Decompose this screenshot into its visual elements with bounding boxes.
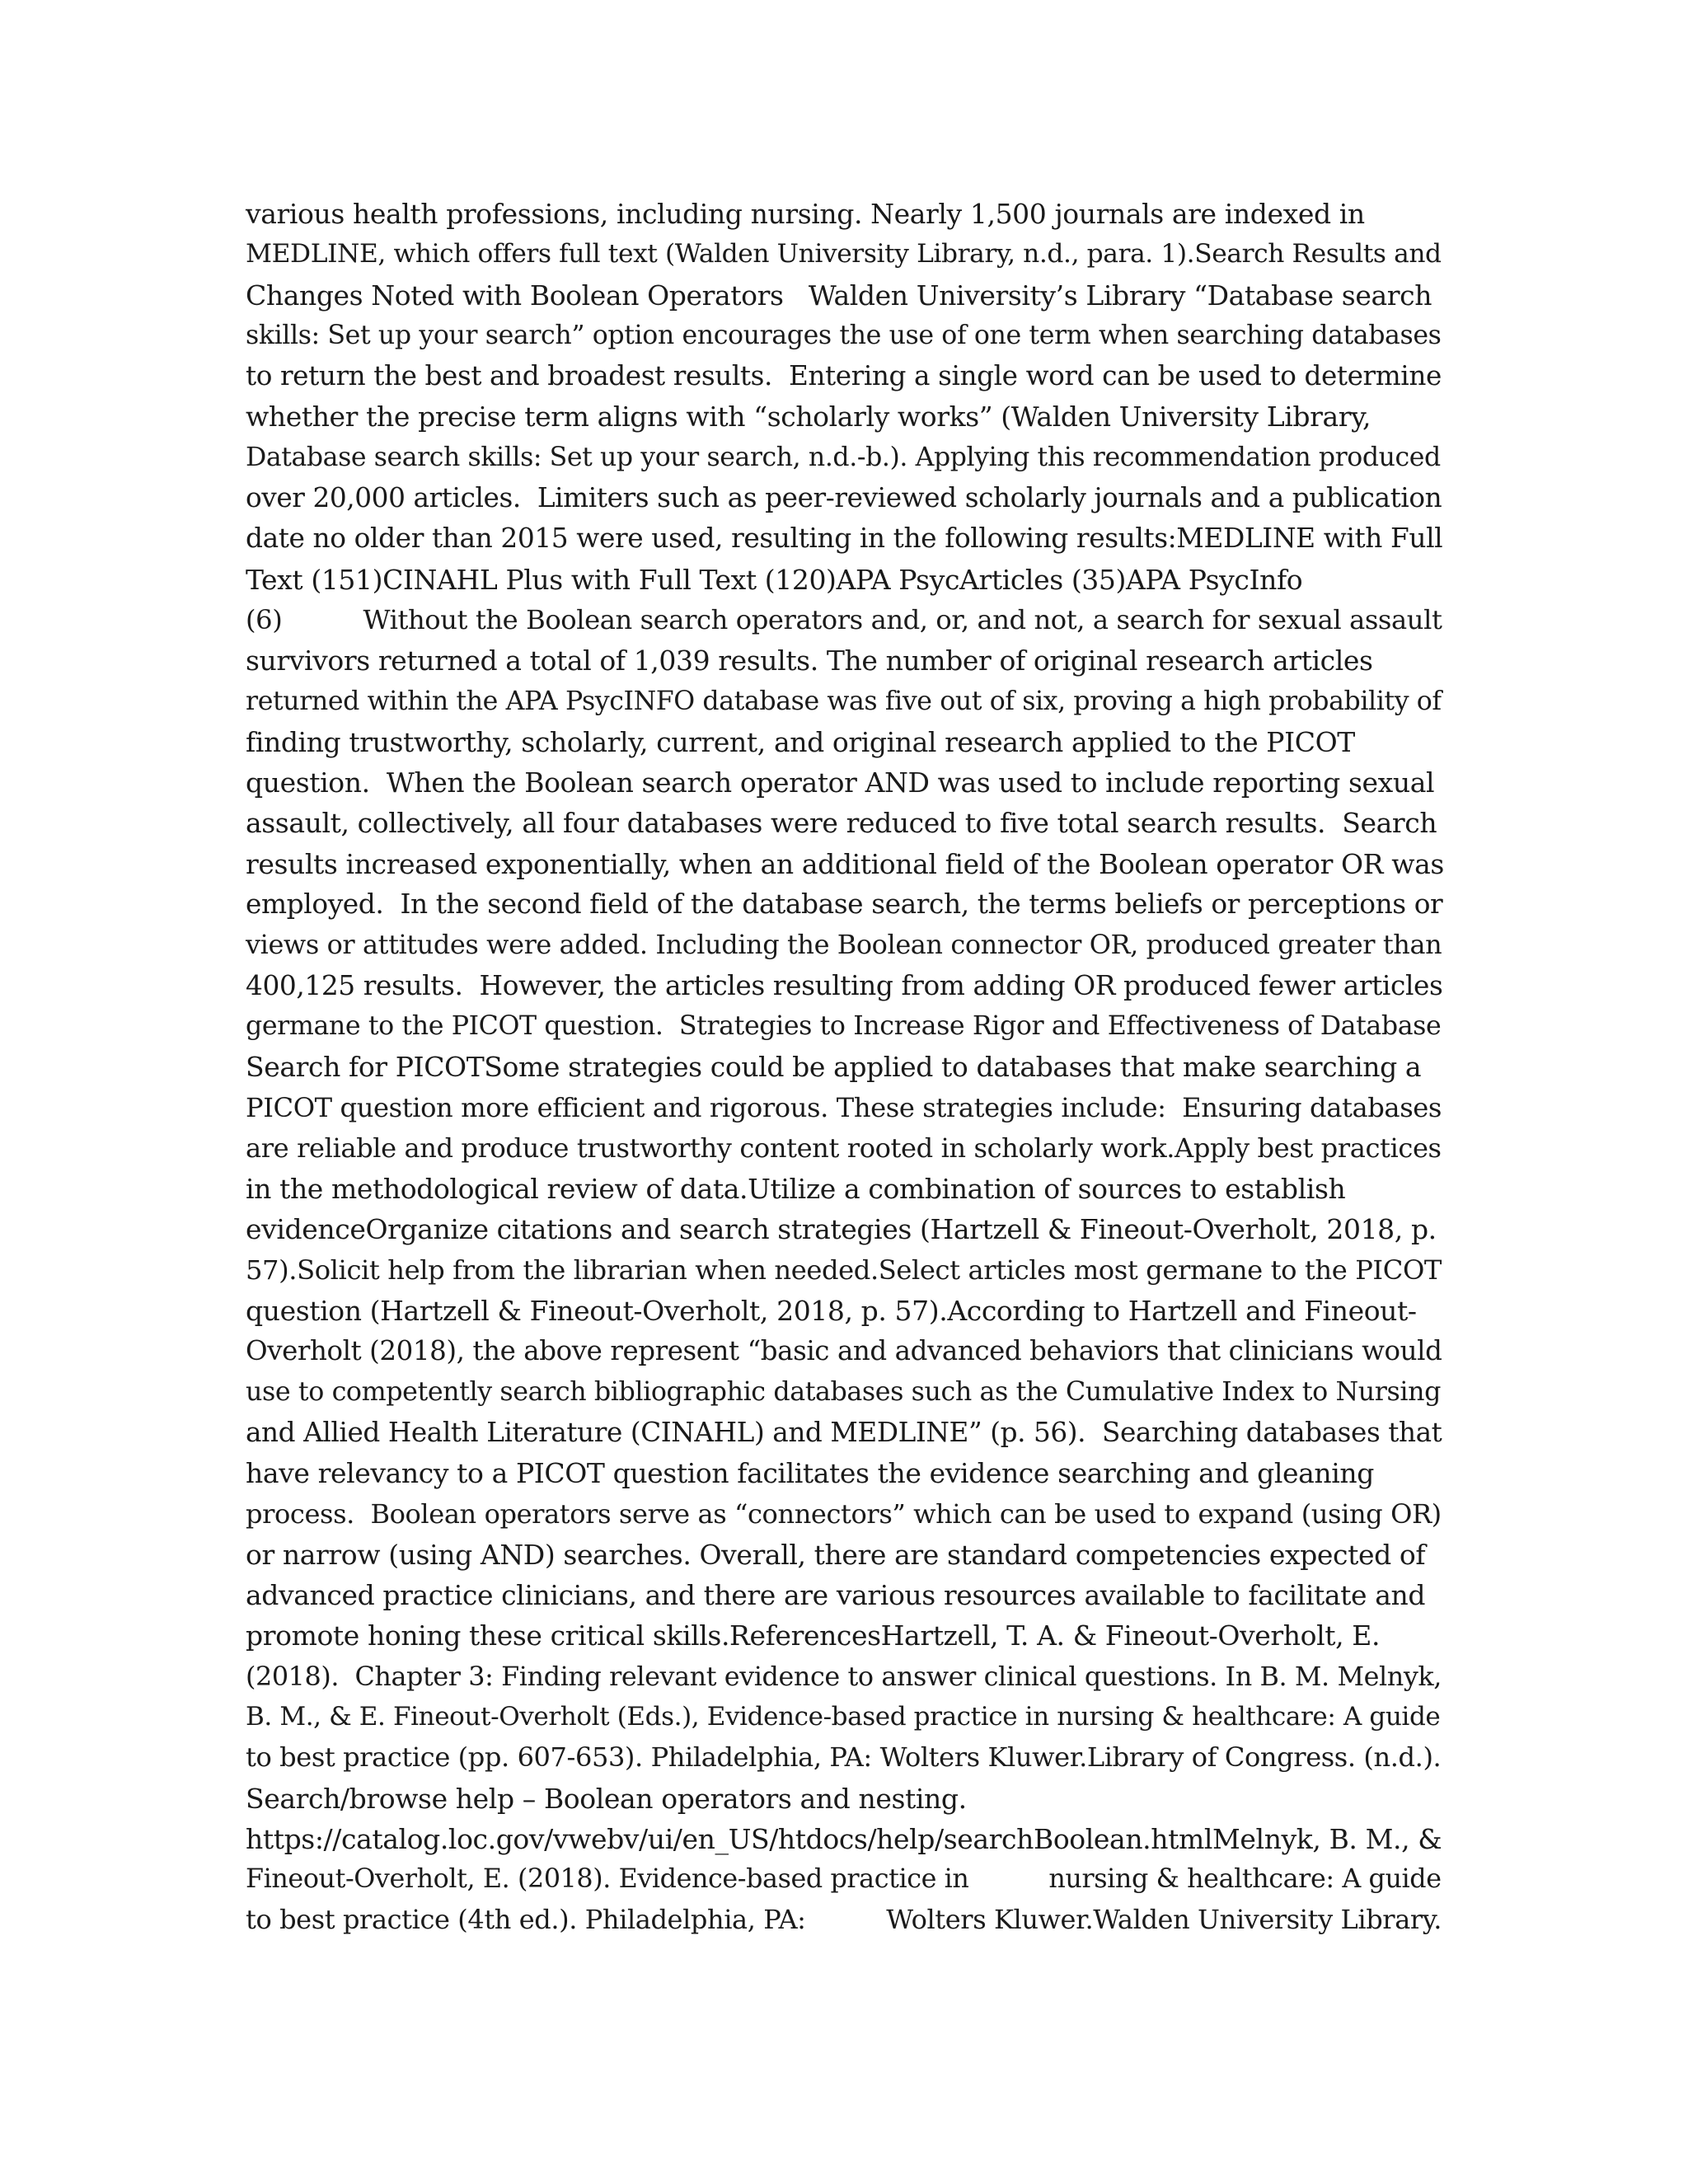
text-line: Search for PICOTSome strategies could be applied to databases that make searching a xyxy=(246,1051,1422,1084)
text-line: PICOT question more efficient and rigorous. These strategies include: Ensuring databases xyxy=(246,1091,1442,1123)
text-line: Changes Noted with Boolean Operators Walden University’s Library “Database search xyxy=(246,279,1432,312)
text-line: Search/browse help – Boolean operators and nesting. xyxy=(246,1782,967,1815)
text-line: assault, collectively, all four databases were reduced to five total search results. Search xyxy=(246,807,1437,840)
text-line: 400,125 results. However, the articles resulting from adding OR produced fewer articles xyxy=(246,969,1443,1001)
text-line: use to competently search bibliographic databases such as the Cumulative Index to Nursing xyxy=(246,1376,1442,1407)
text-line: question. When the Boolean search operator AND was used to include reporting sexual xyxy=(246,766,1435,799)
text-line: question (Hartzell & Fineout-Overholt, 2018, p. 57).According to Hartzell and Fineout- xyxy=(246,1295,1417,1328)
text-line: results increased exponentially, when an additional field of the Boolean operator OR was xyxy=(246,847,1444,880)
text-line: process. Boolean operators serve as “connectors” which can be used to expand (using OR) xyxy=(246,1497,1442,1530)
text-line: finding trustworthy, scholarly, current, and original research applied to the PICOT xyxy=(246,725,1355,758)
text-line: employed. In the second field of the database search, the terms beliefs or perceptions or xyxy=(246,888,1443,921)
text-line: whether the precise term aligns with “scholarly works” (Walden University Library, xyxy=(246,401,1372,434)
text-line: advanced practice clinicians, and there are various resources available to facilitate and xyxy=(246,1579,1426,1612)
text-line: and Allied Health Literature (CINAHL) and MEDLINE” (p. 56). Searching databases that xyxy=(246,1416,1442,1448)
text-line: promote honing these critical skills.ReferencesHartzell, T. A. & Fineout-Overholt, E. xyxy=(246,1619,1381,1652)
text-line: to return the best and broadest results. Entering a single word can be used to determine xyxy=(246,360,1442,392)
text-line: Overholt (2018), the above represent “basic and advanced behaviors that clinicians would xyxy=(246,1335,1442,1367)
text-line: have relevancy to a PICOT question facilitates the evidence searching and gleaning xyxy=(246,1457,1374,1490)
text-line: 57).Solicit help from the librarian when needed.Select articles most germane to the PICOT xyxy=(246,1254,1442,1286)
text-line: B. M., & E. Fineout-Overholt (Eds.), Evidence-based practice in nursing & healthcare: A guide xyxy=(246,1701,1441,1732)
url-line: https://catalog.loc.gov/vwebv/ui/en_US/htdocs/help/searchBoolean.htmlMelnyk, B. M., & xyxy=(246,1822,1442,1855)
text-line: germane to the PICOT question. Strategies to Increase Rigor and Effectiveness of Database xyxy=(246,1010,1442,1041)
text-line: to best practice (4th ed.). Philadelphia, PA: Wolters Kluwer.Walden University Library. xyxy=(246,1904,1442,1936)
text-line: survivors returned a total of 1,039 results. The number of original research articles xyxy=(246,644,1373,677)
text-line: Fineout-Overholt, E. (2018). Evidence-based practice in nursing & healthcare: A guide xyxy=(246,1864,1442,1895)
text-line: skills: Set up your search” option encourages the use of one term when searching databases xyxy=(246,320,1442,350)
text-line: over 20,000 articles. Limiters such as peer-reviewed scholarly journals and a publication xyxy=(246,482,1442,514)
text-line: or narrow (using AND) searches. Overall, there are standard competencies expected of xyxy=(246,1538,1426,1571)
text-line: views or attitudes were added. Including the Boolean connector OR, produced greater than xyxy=(246,929,1442,961)
text-line: (2018). Chapter 3: Finding relevant evidence to answer clinical questions. In B. M. Melnyk, xyxy=(246,1660,1442,1692)
text-line: various health professions, including nursing. Nearly 1,500 journals are indexed in xyxy=(246,198,1365,230)
text-line: Database search skills: Set up your search, n.d.-b.). Applying this recommendation produced xyxy=(246,442,1441,472)
text-line: evidenceOrganize citations and search strategies (Hartzell & Fineout-Overholt, 2018, p. xyxy=(246,1213,1437,1246)
body-text xyxy=(246,194,1449,1941)
text-line: are reliable and produce trustworthy content rooted in scholarly work.Apply best practices xyxy=(246,1132,1442,1164)
text-line: to best practice (pp. 607-653). Philadelphia, PA: Wolters Kluwer.Library of Congress. (n.d.). xyxy=(246,1741,1442,1774)
text-line: in the methodological review of data.Utilize a combination of sources to establish xyxy=(246,1173,1346,1206)
text-line: Text (151)CINAHL Plus with Full Text (120)APA PsycArticles (35)APA PsycInfo xyxy=(246,563,1303,596)
text-line: (6) Without the Boolean search operators and, or, and not, a search for sexual assault xyxy=(246,603,1442,635)
text-line: date no older than 2015 were used, resulting in the following results:MEDLINE with Full xyxy=(246,523,1443,555)
text-line: MEDLINE, which offers full text (Walden University Library, n.d., para. 1).Search Results and xyxy=(246,239,1442,269)
text-line: returned within the APA PsycINFO database was five out of six, proving a high probability of xyxy=(246,686,1442,716)
